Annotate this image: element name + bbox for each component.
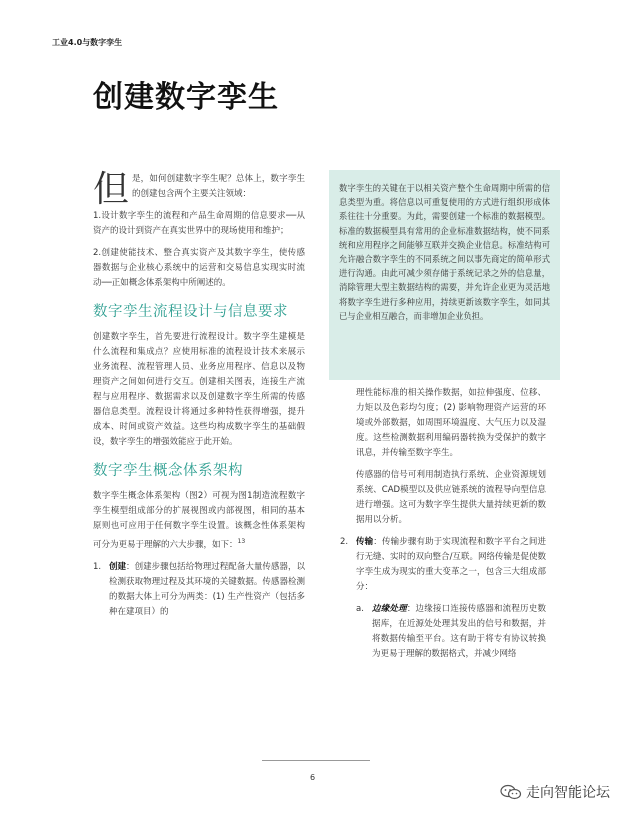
step-2a-title: 边缘处理 xyxy=(372,604,407,614)
step-1-continued: 理性能标准的相关操作数据，如拉伸强度、位移、力矩以及色彩均匀度；(2) 影响物理资产运营的环境或外部数据，如周围环境温度、大气压力以及湿度。这些检测数据利用编码器转换为受保护的数字讯息，并传输至数字孪生。 xyxy=(356,388,546,458)
dropcap: 但 xyxy=(93,169,130,210)
step-2a xyxy=(356,602,546,662)
section-heading-process: 数字孪生流程设计与信息要求 xyxy=(93,304,288,320)
intro-paragraph xyxy=(93,169,305,210)
step-2a-text: ：边缘接口连接传感器和流程历史数据库，在近源处处理其发出的信号和数据，并将数据传输至平台。这有助于将专有协议转换为更易于理解的数据格式，并减少网络 xyxy=(372,604,546,659)
architecture-text: 数字孪生概念体系架构（图2）可视为图1制造流程数字孪生模型组成部分的扩展视图或内部视图，相同的基本原则也可应用于任何数字孪生设置。该概念性体系架构可分为更易于理解的六大步骤，如下： xyxy=(93,491,305,550)
footnote-ref: 13 xyxy=(237,538,246,545)
watermark xyxy=(500,782,610,802)
step-1-number: 1. xyxy=(93,561,102,572)
step-1-title: 创建 xyxy=(109,561,127,572)
footer-divider xyxy=(262,760,370,761)
wechat-icon xyxy=(500,784,522,800)
step-2-body xyxy=(356,535,546,595)
step-1 xyxy=(93,560,305,620)
step-2a-body xyxy=(372,602,546,662)
callout-box: 数字孪生的关键在于以相关资产整个生命周期中所需的信息类型为重。将信息以可重复使用的方式进行组织形成体系往往十分重要。为此，需要创建一个标准的数据模型。标准的数据模型具有常用的企业标准数据结构，使不同系统和应用程序之间能够互联并交换企业信息。标准结构可允许融合数字孪生的不同系统之间以事先商定的简单形式进行沟通。由此可减少须存储于系统记录之外的信息量，消除管理大型主数据结构的需要，并允许企业更为灵活地将数字孪生进行多种应用，持续更新该数字孪生，如同其已与企业相互融合，而非增加企业负担。 xyxy=(329,170,560,380)
left-column xyxy=(93,169,305,627)
running-header: 工业4.0与数字孪生 xyxy=(52,38,123,47)
page-number: 6 xyxy=(310,773,316,782)
step-2-number: 2. xyxy=(340,537,349,547)
page-title: 创建数字孪生 xyxy=(93,80,279,115)
step-2-text: ：传输步骤有助于实现流程和数字平台之间进行无缝、实时的双向整合/互联。网络传输是促使数字孪生成为现实的重大变革之一，包含三大组成部分： xyxy=(356,537,546,592)
step-2 xyxy=(340,535,546,595)
section-body-architecture xyxy=(93,489,305,553)
step-1-body xyxy=(109,560,305,620)
step-2a-letter: a. xyxy=(356,604,364,614)
step-2-title: 传输 xyxy=(356,537,374,547)
intro-point-1: 1.设计数字孪生的流程和产品生命周期的信息要求──从资产的设计到资产在真实世界中的现场使用和维护； xyxy=(93,211,305,236)
intro-point-2: 2.创建使能技术、整合真实资产及其数字孪生，使传感器数据与企业核心系统中的运营和交易信息实现实时流动──正如概念体系架构中所阐述的。 xyxy=(93,248,305,288)
section-body-process: 创建数字孪生，首先要进行流程设计。数字孪生建模是什么流程和集成点？应使用标准的流程设计技术来展示业务流程、流程管理人员、业务应用程序、信息以及物理资产之间如何进行交互。创建相关图表，连接生产流程与应用程序、数据需求以及创建数字孪生所需的传感器信息类型。流程设计将通过多种特性获得增强，提升成本、时间或资产效益。这些均构成数字孪生的基础假设，数字孪生的增强效能应于此开始。 xyxy=(93,332,305,447)
watermark-text: 走向智能论坛 xyxy=(526,785,610,801)
right-column xyxy=(340,386,546,669)
step-1-continued-2: 传感器的信号可利用制造执行系统、企业资源规划系统、CAD模型以及供应链系统的流程导向型信息进行增强。这可为数字孪生提供大量持续更新的数据用以分析。 xyxy=(356,470,546,525)
step-1-text: ：创建步骤包括给物理过程配备大量传感器，以检测获取物理过程及其环境的关键数据。传感器检测的数据大体上可分为两类：(1) 生产性资产（包括多种在建项目）的 xyxy=(109,561,305,617)
intro-text: 是，如何创建数字孪生呢？总体上，数字孪生的创建包含两个主要关注领域： xyxy=(132,174,305,199)
section-heading-architecture: 数字孪生概念体系架构 xyxy=(93,463,243,479)
